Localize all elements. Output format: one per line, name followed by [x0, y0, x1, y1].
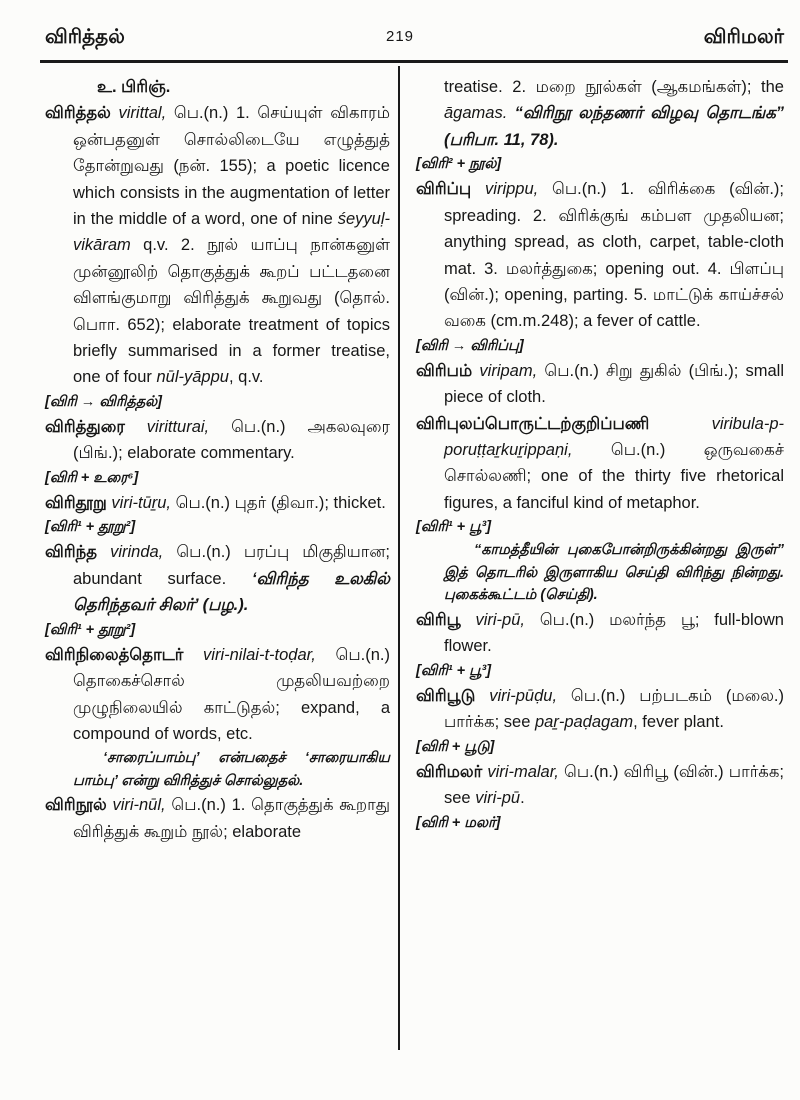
entry-headword: விரிப்பு [416, 180, 486, 199]
etymology: [விரி + மலர்] [416, 814, 501, 831]
dictionary-entry [416, 683, 784, 736]
entry-text: பெ.(n.) புதர் (திவா.); thicket. [171, 493, 386, 512]
dictionary-entry [416, 411, 784, 517]
guide-word-left: விரித்தல் [45, 26, 125, 48]
transliteration: viri-pūḍu, [489, 686, 558, 705]
dictionary-entry [45, 490, 390, 516]
transliteration: viri-tūṟu, [111, 493, 172, 512]
entry-headword: விரிதூறு [45, 493, 112, 512]
entry-text: பெ.(n.) பற்படகம் (மலை.) பார்க்க; see [444, 686, 784, 732]
dictionary-entry [45, 539, 390, 618]
transliteration: paṟ-paḍagam [534, 713, 634, 732]
etymology: [விரி + உரை⁶] [45, 469, 139, 486]
entry-continuation: உ. பிரிஞ். [97, 78, 171, 96]
dictionary-entry [45, 414, 390, 467]
dictionary-entry [416, 358, 784, 411]
entry-headword: விரிபூ [416, 610, 476, 629]
etymology: [விரி¹ + தூறு²] [45, 621, 136, 638]
entry-text: பெ.(n.) பரப்பு மிகுதியான; abundant surface. [73, 543, 390, 588]
etymology: [விரி² + நூல்] [416, 156, 502, 173]
transliteration: śeyyuḷ-vikāram [73, 209, 390, 255]
etymology: [விரி + பூடு] [416, 738, 495, 755]
entry-text: பெ.(n.) மலர்ந்த பூ; full-blown flower. [444, 610, 784, 656]
transliteration: viripam, [479, 361, 538, 380]
entry-text: பெ.(n.) அகலவுரை (பிங்.); elaborate commentary. [73, 417, 390, 463]
dictionary-entry [45, 792, 390, 845]
transliteration: viritturai, [146, 417, 210, 436]
transliteration: āgamas. [444, 104, 508, 123]
etymology: [விரி¹ + பூ³] [416, 662, 492, 679]
dictionary-entry [416, 176, 784, 334]
transliteration: viri-nūl, [112, 796, 166, 815]
entry-headword: விரிபம் [416, 361, 480, 380]
entry-text: q.v. 2. நூல் யாப்பு நான்கனுள் முன்னூலிற் தொகுத்துக் கூறப் பட்டதனை விளங்குமாறு விரித்துக் கூறுவது (தொல். பொா. 652); elaborate treatment of topics briefly summarised in a former treatise, one of four [73, 236, 390, 387]
etymology: [விரி → விரிப்பு] [416, 337, 524, 354]
transliteration: viribula-p-poruṭṭaṟkuṟippaṇi, [444, 414, 784, 460]
entry-headword: விரிமலர் [416, 762, 488, 781]
usage-note: “காமத்தீயின் புகைபோன்றிருக்கின்றது இருள்” இத் தொடரில் இருளாகிய செய்தி விரிந்து நின்றது. புகைக்கூட்டம் (செய்தி). [444, 542, 784, 604]
entry-headword: விரிநிலைத்தொடர் [45, 645, 204, 664]
entry-headword: விரிபுலப்பொருட்டற்குறிப்பணி [416, 414, 712, 433]
entry-continuation [416, 74, 784, 153]
entry-headword: விரிபூடு [416, 686, 490, 705]
header-rule [40, 60, 788, 63]
entry-text [507, 104, 514, 122]
guide-word-right: விரிமலர் [703, 26, 784, 48]
page-number: 219 [385, 28, 415, 45]
entry-headword: விரித்துரை [45, 417, 147, 436]
dictionary-entry [416, 759, 784, 812]
entry-text: பெ.(n.) 1. செய்யுள் விகாரம் ஒன்பதனுள் சொல்லிடையே எழுத்துத் தோன்றுவது (நன். 155); a poetic licence which consists in the augmentation of letter in the middle of a word, one of nine [73, 104, 390, 228]
dictionary-entry [45, 642, 390, 748]
etymology: [விரி¹ + பூ³] [416, 519, 492, 536]
transliteration: virittal, [118, 104, 167, 123]
etymology: [விரி → விரித்தல்] [45, 393, 163, 410]
entry-headword: விரித்தல் [45, 104, 119, 123]
usage-note: ‘சாரைப்பாம்பு’ என்பதைச் ‘சாரையாகிய பாம்பு’ என்று விரித்துச் சொல்லுதல். [73, 750, 390, 789]
quoted-citation: ‘விரிந்த உலகில் தெரிந்தவர் சிலர்’ (பழ.). [73, 569, 390, 615]
left-column [45, 74, 390, 845]
right-column [416, 74, 784, 835]
entry-text: பெ.(n.) சிறு துகில் (பிங்.); small piece of cloth. [444, 361, 784, 407]
entry-headword: விரிநூல் [45, 796, 113, 815]
quoted-citation: “விரிநூ லந்தணர் விழவு தொடங்க” (பரிபா. 11, 78). [444, 104, 785, 149]
entry-text: , q.v. [228, 368, 264, 387]
entry-text: , fever plant. [633, 713, 724, 732]
entry-text: treatise. 2. மறை நூல்கள் (ஆகமங்கள்); the [444, 78, 784, 96]
transliteration: virinda, [110, 543, 164, 562]
entry-text: பெ.(n.) ஒருவகைச் சொல்லணி; one of the thirty five rhetorical figures, a fanciful kind of metaphor. [444, 441, 784, 512]
transliteration: viri-pū [475, 789, 521, 808]
entry-text: பெ.(n.) 1. தொகுத்துக் கூறாது விரித்துக் கூறும் நூல்; elaborate [73, 796, 390, 841]
transliteration: viri-nilai-t-toḍar, [203, 645, 316, 664]
entry-headword: விரிந்த [45, 543, 111, 562]
transliteration: viri-malar, [487, 762, 559, 781]
entry-text: . [520, 789, 525, 808]
dictionary-entry [416, 607, 784, 660]
transliteration: virippu, [485, 180, 539, 199]
column-divider [398, 66, 400, 1050]
entry-text: பெ.(n.) விரிபூ (வின்.) பார்க்க; see [444, 762, 785, 808]
entry-text: பெ.(n.) தொகைச்சொல் முதலியவற்றை முழுநிலையில் காட்டுதல்; expand, a compound of words, etc. [73, 645, 390, 743]
entry-text: பெ.(n.) 1. விரிக்கை (வின்.); spreading. 2. விரிக்குங் கம்பள முதலியன; anything spread, as cloth, carpet, table-cloth mat. 3. மலர்த்துகை; opening out. 4. பிளப்பு (வின்.); opening, parting. 5. மாட்டுக் காய்ச்சல் வகை (cm.m.248); a fever of cattle. [444, 180, 784, 331]
etymology: [விரி¹ + தூறு²] [45, 519, 136, 536]
transliteration: viri-pū, [475, 610, 525, 629]
transliteration: nūl-yāppu [156, 368, 229, 387]
dictionary-entry [45, 100, 390, 390]
